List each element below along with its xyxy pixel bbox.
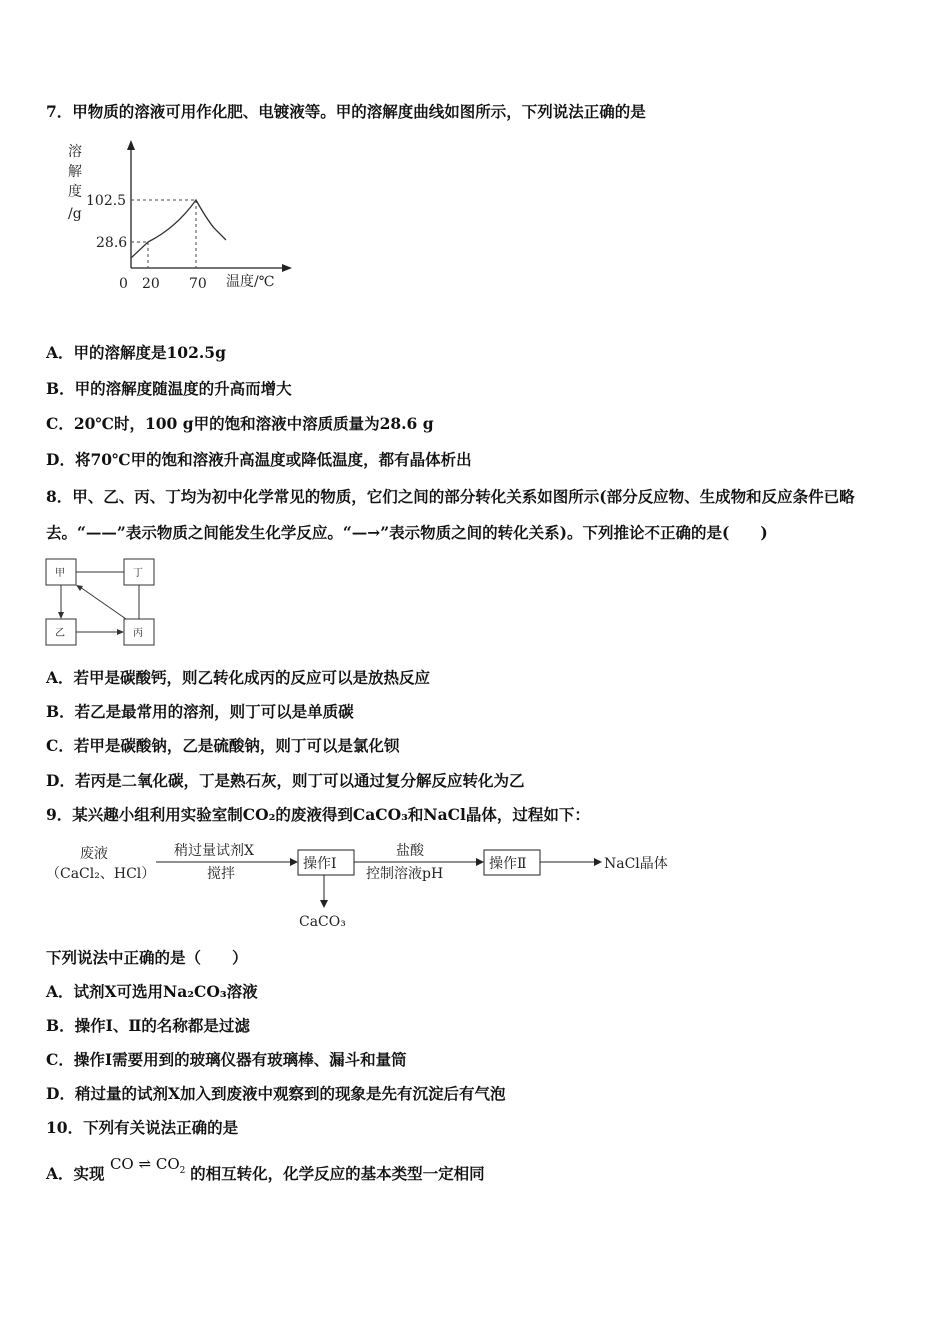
graph-ylabel-1: 溶 [68, 144, 82, 160]
formula-sub: 2 [179, 1166, 186, 1176]
q9-stem: 9．某兴趣小组利用实验室制CO₂的废液得到CaCO₃和NaCl晶体，过程如下： [46, 805, 590, 824]
flow-precipitate: CaCO₃ [299, 914, 346, 930]
q8-stem-line1: 8．甲、乙、丙、丁均为初中化学常见的物质，它们之间的部分转化关系如图所示(部分反应物、生成物和反应条件已略 [46, 487, 855, 506]
arrowhead-jia-yi [58, 612, 64, 619]
label-yi: 乙 [55, 628, 65, 639]
formula-co2: CO [155, 1155, 180, 1173]
q7-option-a: A．甲的溶解度是102.5g [46, 343, 226, 362]
graph-ylabel-3: 度 [68, 184, 82, 200]
flow-arrowhead-3 [594, 858, 602, 866]
x-tick-70: 70 [189, 276, 207, 292]
x-axis-label: 温度/℃ [226, 274, 275, 290]
flow-arrowhead-2 [476, 858, 484, 866]
q7-option-b: B．甲的溶解度随温度的升高而增大 [46, 379, 292, 398]
q9-option-d: D．稍过量的试剂X加入到废液中观察到的现象是先有沉淀后有气泡 [46, 1084, 506, 1103]
flow-reagent-bottom: 搅拌 [207, 866, 235, 882]
label-jia: 甲 [55, 568, 65, 579]
flow-waste: 废液 [80, 846, 108, 862]
q7-option-c: C．20℃时，100 g甲的饱和溶液中溶质质量为28.6 g [46, 414, 434, 433]
q8-option-d: D．若丙是二氧化碳，丁是熟石灰，则丁可以通过复分解反应转化为乙 [46, 771, 525, 790]
solubility-graph [64, 140, 304, 304]
y-tick-102: 102.5 [86, 193, 127, 209]
arrow-bing-jia [80, 587, 126, 619]
label-bing: 丙 [133, 628, 143, 639]
q10-stem: 10．下列有关说法正确的是 [46, 1118, 239, 1137]
q7-stem: 7．甲物质的溶液可用作化肥、电镀液等。甲的溶解度曲线如图所示，下列说法正确的是 [46, 102, 646, 121]
arrowhead-yi-bing [117, 629, 124, 635]
solubility-curve [131, 200, 226, 258]
q9-option-c: C．操作I需要用到的玻璃仪器有玻璃棒、漏斗和量筒 [46, 1050, 407, 1069]
q9-question: 下列说法中正确的是（ ） [46, 948, 248, 967]
y-tick-28: 28.6 [96, 235, 128, 251]
flow-reagent-top: 稍过量试剂X [174, 843, 254, 859]
q9-option-a: A．试剂X可选用Na₂CO₃溶液 [46, 982, 258, 1001]
label-ding: 丁 [133, 568, 143, 579]
q10-option-a-suffix: 的相互转化，化学反应的基本类型一定相同 [190, 1164, 485, 1183]
q8-option-a: A．若甲是碳酸钙，则乙转化成丙的反应可以是放热反应 [46, 668, 431, 687]
flow-waste-sub: （CaCl₂、HCl） [46, 866, 156, 882]
flow-acid-top: 盐酸 [396, 843, 424, 859]
q9-option-b: B．操作Ⅰ、Ⅱ的名称都是过滤 [46, 1016, 250, 1035]
q10-formula [109, 1155, 190, 1176]
formula-co: CO [109, 1155, 134, 1173]
graph-ylabel-4: /g [68, 206, 82, 222]
q10-option-a [46, 1155, 485, 1191]
flow-arrowhead-down [320, 900, 328, 908]
process-flow [44, 838, 684, 937]
x-tick-20: 20 [142, 276, 160, 292]
q8-option-b: B．若乙是最常用的溶剂，则丁可以是单质碳 [46, 702, 354, 721]
y-axis-arrow [127, 140, 135, 150]
q7-option-d: D．将70℃甲的饱和溶液升高温度或降低温度，都有晶体析出 [46, 450, 472, 469]
x-tick-0: 0 [119, 276, 128, 292]
flow-op1: 操作Ⅰ [303, 856, 337, 872]
formula-arrow: ⇌ [138, 1155, 152, 1173]
relation-diagram [44, 557, 156, 653]
flow-op2: 操作Ⅱ [489, 856, 527, 872]
flow-acid-bottom: 控制溶液pH [366, 866, 444, 882]
x-axis-arrow [282, 264, 292, 272]
graph-ylabel-2: 解 [68, 164, 82, 180]
q8-stem-line2: 去。“——”表示物质之间能发生化学反应。“—→”表示物质之间的转化关系)。下列推论不正确的是( ) [46, 523, 768, 542]
q10-option-a-prefix: A．实现 [46, 1164, 105, 1183]
flow-product: NaCl晶体 [604, 856, 668, 872]
flow-arrowhead-1 [290, 858, 298, 866]
q8-option-c: C．若甲是碳酸钠，乙是硫酸钠，则丁可以是氯化钡 [46, 736, 400, 755]
